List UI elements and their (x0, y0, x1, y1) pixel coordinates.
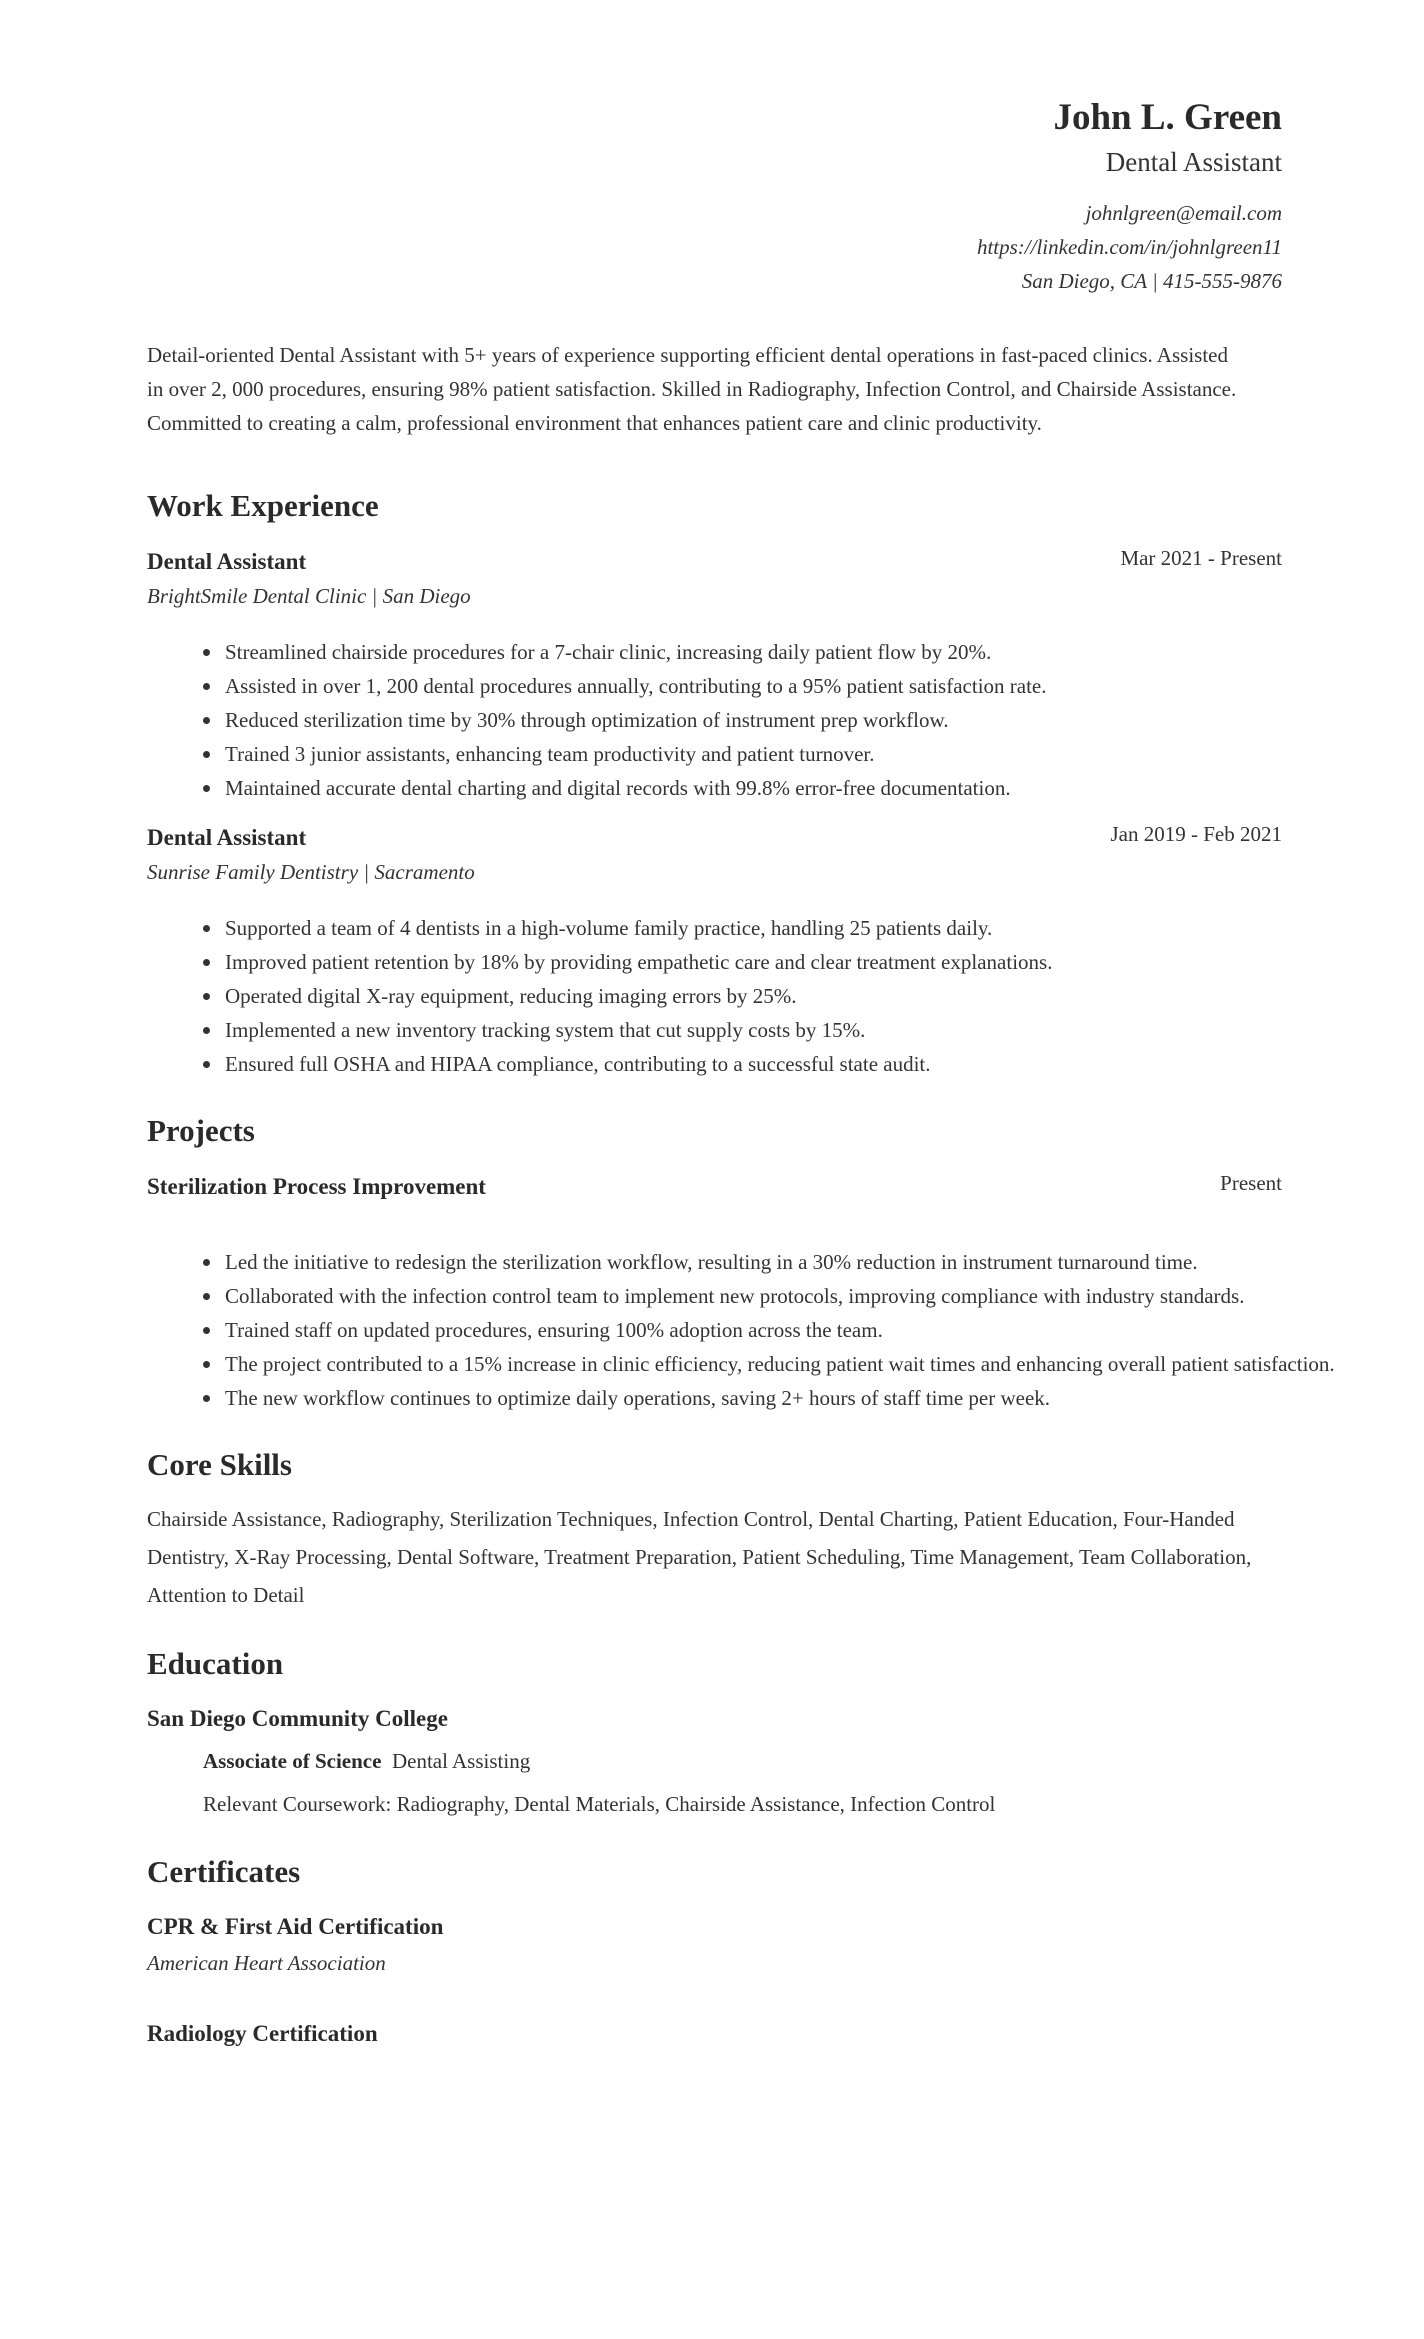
job-header (147, 821, 1282, 855)
certificate-issuer: American Heart Association (147, 1951, 386, 1975)
project-entry (147, 1170, 1335, 1415)
contact-info (147, 196, 1282, 298)
job-date: Jan 2019 - Feb 2021 (1110, 822, 1282, 846)
resume-header (147, 0, 1282, 298)
certificates-section (147, 1852, 1282, 2051)
location-phone: San Diego, CA | 415-555-9876 (1021, 269, 1282, 293)
list-item: Ensured full OSHA and HIPAA compliance, contributing to a successful state audit. (225, 1047, 1282, 1081)
job-bullets (147, 635, 1282, 805)
list-item: Trained staff on updated procedures, ensuring 100% adoption across the team. (225, 1313, 1385, 1347)
job-title: Dental Assistant (147, 825, 307, 850)
job-title: Dental Assistant (147, 549, 307, 574)
list-item: Supported a team of 4 dentists in a high-volume family practice, handling 25 patients daily. (225, 911, 1282, 945)
projects-section (147, 1111, 1335, 1415)
job-entry (147, 821, 1282, 1081)
section-title-skills: Core Skills (147, 1447, 292, 1482)
summary-paragraph: Detail-oriented Dental Assistant with 5+ years of experience supporting efficient dental operations in fast-paced clinics. Assisted in over 2, 000 procedures, ensuring 98% patient satisfaction. Skilled in Radiography, Infection Control, and Chairside Assistance. Committed to creating a calm, professional environment that enhances patient care and clinic productivity. (147, 343, 1237, 435)
job-company: Sunrise Family Dentistry | Sacramento (147, 860, 475, 884)
job-header (147, 545, 1282, 579)
list-item: Improved patient retention by 18% by providing empathetic care and clear treatment explanations. (225, 945, 1282, 979)
project-date: Present (1220, 1171, 1282, 1195)
certificate-entry (147, 2017, 1282, 2051)
section-title-projects: Projects (147, 1113, 255, 1148)
education-field: Dental Assisting (391, 1749, 531, 1773)
job-company: BrightSmile Dental Clinic | San Diego (147, 584, 471, 608)
list-item: Assisted in over 1, 200 dental procedures annually, contributing to a 95% patient satisfaction rate. (225, 669, 1282, 703)
list-item: Led the initiative to redesign the sterilization workflow, resulting in a 30% reduction in instrument turnaround time. (225, 1245, 1385, 1279)
project-header (147, 1170, 1282, 1204)
skills-list: Chairside Assistance, Radiography, Sterilization Techniques, Infection Control, Dental Charting, Patient Education, Four-Handed Dentistry, X-Ray Processing, Dental Software, Treatment Preparation, Patient Scheduling, Time Management, Team Collaboration, Attention to Detail (147, 1507, 1252, 1607)
work-experience-section (147, 486, 1282, 1081)
job-entry (147, 545, 1282, 805)
project-title: Sterilization Process Improvement (147, 1174, 486, 1199)
email-link[interactable]: johnlgreen@email.com (1085, 201, 1282, 225)
education-coursework: Relevant Coursework: Radiography, Dental Materials, Chairside Assistance, Infection Control (203, 1792, 996, 1816)
education-school: San Diego Community College (147, 1706, 448, 1731)
certificate-name: Radiology Certification (147, 2021, 378, 2046)
linkedin-link[interactable]: https://linkedin.com/in/johnlgreen11 (976, 235, 1282, 259)
job-bullets (147, 911, 1282, 1081)
list-item: Reduced sterilization time by 30% through optimization of instrument prep workflow. (225, 703, 1282, 737)
skills-section (147, 1445, 1282, 1614)
job-date: Mar 2021 - Present (1120, 546, 1282, 570)
list-item: Trained 3 junior assistants, enhancing team productivity and patient turnover. (225, 737, 1282, 771)
project-bullets (147, 1245, 1385, 1415)
education-degree-line (147, 1744, 1282, 1778)
list-item: Operated digital X-ray equipment, reducing imaging errors by 25%. (225, 979, 1282, 1013)
list-item: The new workflow continues to optimize daily operations, saving 2+ hours of staff time per week. (225, 1381, 1385, 1415)
section-title-certificates: Certificates (147, 1854, 301, 1889)
list-item: The project contributed to a 15% increase in clinic efficiency, reducing patient wait times and enhancing overall patient satisfaction. (225, 1347, 1385, 1381)
education-section (147, 1644, 1282, 1821)
certificate-name: CPR & First Aid Certification (147, 1914, 444, 1939)
list-item: Collaborated with the infection control team to implement new protocols, improving compliance with industry standards. (225, 1279, 1385, 1313)
section-title-work: Work Experience (147, 488, 379, 523)
certificate-entry (147, 1910, 1282, 1980)
resume-page (147, 0, 1335, 2051)
candidate-title: Dental Assistant (1105, 147, 1282, 177)
list-item: Streamlined chairside procedures for a 7-chair clinic, increasing daily patient flow by 20%. (225, 635, 1282, 669)
candidate-name: John L. Green (1053, 97, 1282, 138)
education-degree: Associate of Science (203, 1749, 382, 1773)
section-title-education: Education (147, 1646, 284, 1681)
list-item: Maintained accurate dental charting and digital records with 99.8% error-free documentation. (225, 771, 1282, 805)
list-item: Implemented a new inventory tracking system that cut supply costs by 15%. (225, 1013, 1282, 1047)
